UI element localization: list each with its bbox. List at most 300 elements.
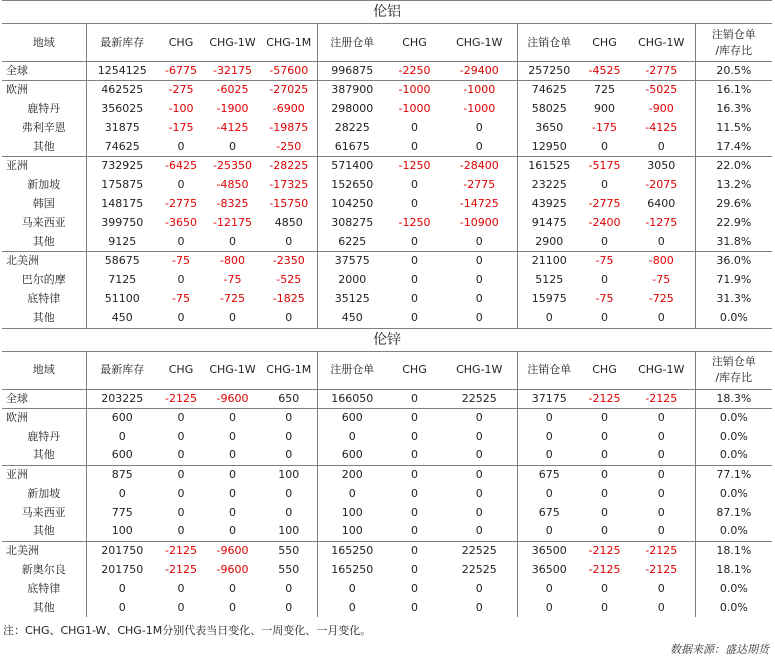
header-row <box>2 24 772 62</box>
sub-region-label: 其他 <box>32 524 55 538</box>
table-cell: 6400 <box>647 197 676 210</box>
region-label: 全球 <box>6 64 28 77</box>
table-cell: 875 <box>86 465 158 484</box>
table-cell: 0 <box>411 121 418 134</box>
aluminium-table <box>2 0 772 328</box>
table-cell: 0 <box>657 311 665 324</box>
table-cell: -4850 <box>216 178 249 191</box>
table-cell: 600 <box>317 408 387 427</box>
table-cell: 100 <box>317 522 387 541</box>
table-cell: 20.5% <box>695 62 772 81</box>
table-cell: 0 <box>657 600 665 614</box>
table-row <box>2 446 772 465</box>
sub-region-label: 其他 <box>32 139 55 153</box>
table-cell: 22525 <box>461 391 497 405</box>
table-cell: 0 <box>229 505 236 519</box>
table-cell: 0 <box>204 465 261 484</box>
sub-region-label: 其他 <box>32 234 55 248</box>
table-cell: -2350 <box>261 252 317 271</box>
table-cell: 0 <box>517 484 581 503</box>
table-cell: 0 <box>317 484 387 503</box>
table-cell: -6025 <box>204 81 261 100</box>
table-cell: 0 <box>475 429 483 443</box>
column-header: 注册仓单 <box>317 24 387 62</box>
column-header: CHG-1W <box>628 24 695 62</box>
table-row <box>2 119 772 138</box>
table-cell: 0 <box>475 273 483 286</box>
table-cell: -5175 <box>581 157 628 176</box>
table-cell: 200 <box>317 465 387 484</box>
table-cell: 87.1% <box>695 503 772 522</box>
table-cell: -8325 <box>216 197 249 210</box>
table-cell: 650 <box>278 391 300 405</box>
sub-region-label: 底特律 <box>27 292 61 305</box>
table-cell: -175 <box>168 121 194 134</box>
table-cell: 37175 <box>517 389 581 408</box>
table-cell: 22.0% <box>695 157 772 176</box>
table-cell: 0 <box>411 562 418 576</box>
zinc-table <box>2 328 772 618</box>
table-row <box>2 290 772 309</box>
table-cell: 462525 <box>86 81 158 100</box>
table-cell: 0 <box>411 139 418 153</box>
table-cell: 600 <box>86 446 158 465</box>
table-cell: 600 <box>317 446 387 465</box>
column-header: 最新库存 <box>86 24 158 62</box>
sub-region-label: 马来西亚 <box>21 216 66 229</box>
table-cell: 0.0% <box>695 446 772 465</box>
table-cell: 0.0% <box>695 408 772 427</box>
table-cell: 0 <box>601 234 608 248</box>
table-cell: 0 <box>158 408 204 427</box>
table-cell: -1825 <box>272 292 305 305</box>
table-cell: 148175 <box>86 195 158 214</box>
table-cell: -4525 <box>588 64 621 77</box>
table-cell: 571400 <box>317 157 387 176</box>
table-cell: -2125 <box>165 562 197 576</box>
table-cell: -800 <box>628 252 695 271</box>
table-cell: 0 <box>177 448 185 462</box>
table-cell: 0 <box>517 598 581 617</box>
table-cell: 0 <box>411 600 418 614</box>
table-cell: 22525 <box>442 541 517 560</box>
table-row <box>2 408 772 427</box>
table-cell: 0 <box>601 505 608 519</box>
table-cell: 0 <box>177 486 185 500</box>
table-cell: 600 <box>86 408 158 427</box>
table-cell: 0 <box>86 484 158 503</box>
table-cell: 0 <box>204 408 261 427</box>
table-cell: -2125 <box>158 541 204 560</box>
column-header: CHG <box>387 351 442 389</box>
table-cell: 308275 <box>317 214 387 233</box>
table-cell: 996875 <box>317 62 387 81</box>
table-cell: 0 <box>177 600 185 614</box>
table-cell: 0 <box>475 121 483 134</box>
table-cell: 0 <box>475 524 483 538</box>
table-cell: 0 <box>285 311 293 324</box>
table-cell: -4125 <box>645 121 678 134</box>
sub-region-label: 鹿特丹 <box>27 102 61 115</box>
table-cell: -25350 <box>204 157 261 176</box>
table-cell: 91475 <box>517 214 581 233</box>
table-cell: 0 <box>177 234 185 248</box>
sub-region-label: 新加坡 <box>27 486 61 500</box>
table-cell: 0 <box>475 292 483 305</box>
table-row <box>2 598 772 617</box>
table-cell: 0 <box>517 446 581 465</box>
table-cell: 0.0% <box>695 484 772 503</box>
table-cell: 0 <box>177 505 185 519</box>
column-header <box>695 351 772 389</box>
table-cell: -800 <box>204 252 261 271</box>
table-cell: 201750 <box>86 541 158 560</box>
table-cell: 0 <box>581 408 628 427</box>
table-cell: -9600 <box>204 541 261 560</box>
table-cell: -75 <box>223 273 242 286</box>
table-cell: 0 <box>581 465 628 484</box>
column-header: 注销仓单 <box>517 24 581 62</box>
table-cell: 0 <box>601 178 608 191</box>
table-cell: -725 <box>220 292 245 305</box>
table-row <box>2 157 772 176</box>
table-cell: -2775 <box>645 64 678 77</box>
column-header: CHG-1W <box>204 24 261 62</box>
table-cell: 0 <box>475 448 483 462</box>
column-header: CHG <box>581 351 628 389</box>
table-cell: 23225 <box>517 176 581 195</box>
table-cell: -1275 <box>645 216 678 229</box>
table-row <box>2 271 772 290</box>
table-cell: -75 <box>652 273 671 286</box>
table-cell: 0 <box>628 408 695 427</box>
table-row <box>2 309 772 328</box>
table-cell: 0 <box>229 139 236 153</box>
table-cell: 0 <box>475 234 483 248</box>
column-header: CHG <box>158 351 204 389</box>
table-cell: -525 <box>276 273 302 286</box>
table-cell: 0 <box>317 427 387 446</box>
region-label: 全球 <box>6 391 28 405</box>
table-cell: 12950 <box>517 138 581 157</box>
table-cell: 0 <box>411 581 418 595</box>
table-cell: 58675 <box>86 252 158 271</box>
table-cell: 161525 <box>517 157 581 176</box>
table-cell: 22.9% <box>695 214 772 233</box>
table-cell: 0 <box>285 448 293 462</box>
table-cell: -250 <box>276 139 302 153</box>
table-cell: 77.1% <box>695 465 772 484</box>
table-row <box>2 579 772 598</box>
table-cell: 11.5% <box>695 119 772 138</box>
table-cell: 15975 <box>517 290 581 309</box>
table-cell: -2125 <box>165 391 197 405</box>
table-title: 伦铝 <box>2 1 772 24</box>
table-cell: 450 <box>317 309 387 328</box>
table-cell: 0 <box>657 139 665 153</box>
table-cell: 0 <box>475 505 483 519</box>
table-cell: 0 <box>657 448 665 462</box>
table-cell: 13.2% <box>695 176 772 195</box>
column-header: CHG-1W <box>628 351 695 389</box>
table-cell: 21100 <box>517 252 581 271</box>
column-header: CHG-1W <box>442 24 517 62</box>
column-header: CHG <box>387 24 442 62</box>
table-cell: 0 <box>517 579 581 598</box>
table-cell: 22525 <box>461 562 497 576</box>
table-cell: 37575 <box>317 252 387 271</box>
table-cell: 0 <box>411 486 418 500</box>
table-cell: 28225 <box>317 119 387 138</box>
table-cell: 0 <box>657 524 665 538</box>
sub-region-label: 底特律 <box>27 581 61 595</box>
table-cell: -1000 <box>463 102 496 115</box>
table-cell: 74625 <box>86 138 158 157</box>
sub-region-label: 新奥尔良 <box>21 562 66 576</box>
table-cell: -27025 <box>261 81 317 100</box>
table-cell: 0 <box>601 600 608 614</box>
table-cell: 100 <box>261 465 317 484</box>
table-cell: 0 <box>517 408 581 427</box>
table-cell: 0 <box>601 581 608 595</box>
table-cell: 0 <box>442 252 517 271</box>
table-cell: 0 <box>475 581 483 595</box>
table-cell: 0 <box>86 598 158 617</box>
table-cell: 0 <box>517 522 581 541</box>
column-header-line: 注销仓单 <box>711 355 756 368</box>
table-cell: 0 <box>285 429 293 443</box>
table-cell: 51100 <box>86 290 158 309</box>
table-cell: 201750 <box>86 560 158 579</box>
sub-region-label: 韩国 <box>32 197 55 210</box>
column-header: 最新库存 <box>86 351 158 389</box>
table-cell: 0 <box>261 408 317 427</box>
table-cell: -14725 <box>459 197 499 210</box>
table-cell: 0 <box>229 429 236 443</box>
table-cell: -275 <box>158 81 204 100</box>
table-cell: -6775 <box>165 64 197 77</box>
table-cell: 0 <box>411 505 418 519</box>
table-cell: 0 <box>177 311 185 324</box>
table-cell: 43925 <box>517 195 581 214</box>
table-cell: 0 <box>657 581 665 595</box>
table-cell: 104250 <box>317 195 387 214</box>
column-header: CHG <box>581 24 628 62</box>
table-cell: 0 <box>411 391 418 405</box>
table-cell: -2125 <box>628 541 695 560</box>
table-cell: 203225 <box>86 389 158 408</box>
column-header: CHG-1M <box>261 351 317 389</box>
table-cell: -2775 <box>463 178 496 191</box>
table-row <box>2 214 772 233</box>
table-cell: 0 <box>475 600 483 614</box>
table-cell: 0 <box>387 541 442 560</box>
table-cell: 0 <box>657 429 665 443</box>
table-cell: 0 <box>411 292 418 305</box>
table-cell: 0 <box>229 448 236 462</box>
table-cell: 0 <box>517 309 581 328</box>
sub-region-label: 弗利辛恩 <box>21 121 66 134</box>
table-cell: -17325 <box>269 178 309 191</box>
table-cell: 399750 <box>86 214 158 233</box>
column-header: 注册仓单 <box>317 351 387 389</box>
table-cell: 0 <box>317 598 387 617</box>
table-row <box>2 560 772 579</box>
region-label: 欧洲 <box>2 81 86 100</box>
table-cell: -2125 <box>588 391 621 405</box>
table-cell: 36500 <box>517 560 581 579</box>
table-cell: 166050 <box>317 389 387 408</box>
table-cell: 5125 <box>517 271 581 290</box>
table-row <box>2 484 772 503</box>
region-label: 欧洲 <box>2 408 86 427</box>
table-cell: 0 <box>387 465 442 484</box>
table-cell: 0 <box>177 273 185 286</box>
table-row <box>2 195 772 214</box>
table-cell: 0 <box>411 524 418 538</box>
table-cell: 4850 <box>274 216 303 229</box>
table-cell: 0 <box>601 486 608 500</box>
table-cell: 18.1% <box>695 541 772 560</box>
column-header: CHG-1W <box>204 351 261 389</box>
table-cell: 0 <box>601 273 608 286</box>
table-cell: -2125 <box>645 391 678 405</box>
sub-region-label: 鹿特丹 <box>27 429 61 443</box>
sub-region-label: 其他 <box>32 311 55 324</box>
table-cell: 152650 <box>317 176 387 195</box>
table-cell: 0 <box>601 139 608 153</box>
table-cell: 3050 <box>628 157 695 176</box>
column-header <box>695 24 772 62</box>
sub-region-label: 马来西亚 <box>21 505 66 519</box>
table-cell: 0 <box>285 234 293 248</box>
table-cell: -2400 <box>588 216 621 229</box>
table-cell: 0 <box>177 139 185 153</box>
table-cell: 675 <box>517 503 581 522</box>
footnote: 注：CHG、CHG1-W、CHG-1M分别代表当日变化、一周变化、一月变化。 <box>3 624 372 637</box>
table-cell: -57600 <box>269 64 309 77</box>
table-cell: 0 <box>177 524 185 538</box>
table-row <box>2 541 772 560</box>
table-cell: 0 <box>229 524 236 538</box>
table-row <box>2 522 772 541</box>
table-cell: 16.3% <box>695 100 772 119</box>
table-row <box>2 252 772 271</box>
table-cell: -900 <box>648 102 674 115</box>
table-cell: 18.1% <box>695 560 772 579</box>
table-cell: 0 <box>387 252 442 271</box>
table-cell: -1000 <box>442 81 517 100</box>
table-cell: -2075 <box>645 178 678 191</box>
table-cell: 0 <box>411 311 418 324</box>
table-cell: 165250 <box>317 560 387 579</box>
table-cell: 0 <box>601 448 608 462</box>
table-cell: 0.0% <box>695 598 772 617</box>
sub-region-label: 其他 <box>32 448 55 462</box>
table-cell: 2900 <box>517 233 581 252</box>
table-cell: 31875 <box>86 119 158 138</box>
table-cell: 775 <box>86 503 158 522</box>
sub-region-label: 巴尔的摩 <box>21 273 66 286</box>
table-cell: 6225 <box>317 233 387 252</box>
table-cell: -2775 <box>588 197 621 210</box>
header-row <box>2 351 772 389</box>
table-cell: 0 <box>475 311 483 324</box>
table-cell: 0 <box>285 581 293 595</box>
table-cell: 9125 <box>86 233 158 252</box>
table-cell: 0 <box>657 234 665 248</box>
table-cell: 18.3% <box>695 389 772 408</box>
table-cell: 0 <box>411 429 418 443</box>
table-cell: -28225 <box>261 157 317 176</box>
table-cell: 0.0% <box>695 309 772 328</box>
region-label: 北美洲 <box>2 252 86 271</box>
table-cell: 725 <box>581 81 628 100</box>
table-cell: -12175 <box>213 216 252 229</box>
table-cell: -2125 <box>581 541 628 560</box>
table-cell: 31.8% <box>695 233 772 252</box>
table-cell: -75 <box>595 292 614 305</box>
table-row <box>2 465 772 484</box>
table-cell: 0 <box>442 465 517 484</box>
table-cell: 0 <box>285 505 293 519</box>
table-cell: -6425 <box>158 157 204 176</box>
table-row <box>2 62 772 81</box>
table-row <box>2 138 772 157</box>
table-row <box>2 389 772 408</box>
table-cell: -1250 <box>387 157 442 176</box>
table-cell: 0 <box>657 486 665 500</box>
table-cell: 0.0% <box>695 522 772 541</box>
table-cell: 31.3% <box>695 290 772 309</box>
table-cell: 0 <box>411 234 418 248</box>
table-cell: 100 <box>278 524 300 538</box>
table-cell: 100 <box>317 503 387 522</box>
table-cell: -1000 <box>398 102 431 115</box>
table-cell: 165250 <box>317 541 387 560</box>
table-cell: 0 <box>177 178 185 191</box>
sub-region-label: 其他 <box>32 600 55 614</box>
table-cell: -28400 <box>442 157 517 176</box>
table-cell: 0 <box>657 505 665 519</box>
table-cell: 100 <box>86 522 158 541</box>
table-cell: 0 <box>86 579 158 598</box>
table-cell: -75 <box>172 292 190 305</box>
table-cell: 61675 <box>317 138 387 157</box>
table-row <box>2 100 772 119</box>
table-cell: 356025 <box>86 100 158 119</box>
table-cell: 71.9% <box>695 271 772 290</box>
table-cell: -9600 <box>216 391 249 405</box>
table-row <box>2 503 772 522</box>
table-cell: -2125 <box>645 562 678 576</box>
table-cell: 0 <box>229 600 236 614</box>
table-cell: 257250 <box>517 62 581 81</box>
table-cell: 900 <box>594 102 615 115</box>
table-cell: 0 <box>158 465 204 484</box>
table-cell: 0 <box>411 448 418 462</box>
table-cell: 175875 <box>86 176 158 195</box>
table-cell: -1250 <box>398 216 431 229</box>
table-cell: -2125 <box>588 562 621 576</box>
table-cell: 0 <box>475 139 483 153</box>
table-cell: 675 <box>517 465 581 484</box>
table-cell: 0 <box>601 311 608 324</box>
table-title: 伦锌 <box>2 328 772 351</box>
table-cell: 0 <box>177 429 185 443</box>
table-cell: -32175 <box>213 64 252 77</box>
table-cell: -4125 <box>216 121 249 134</box>
